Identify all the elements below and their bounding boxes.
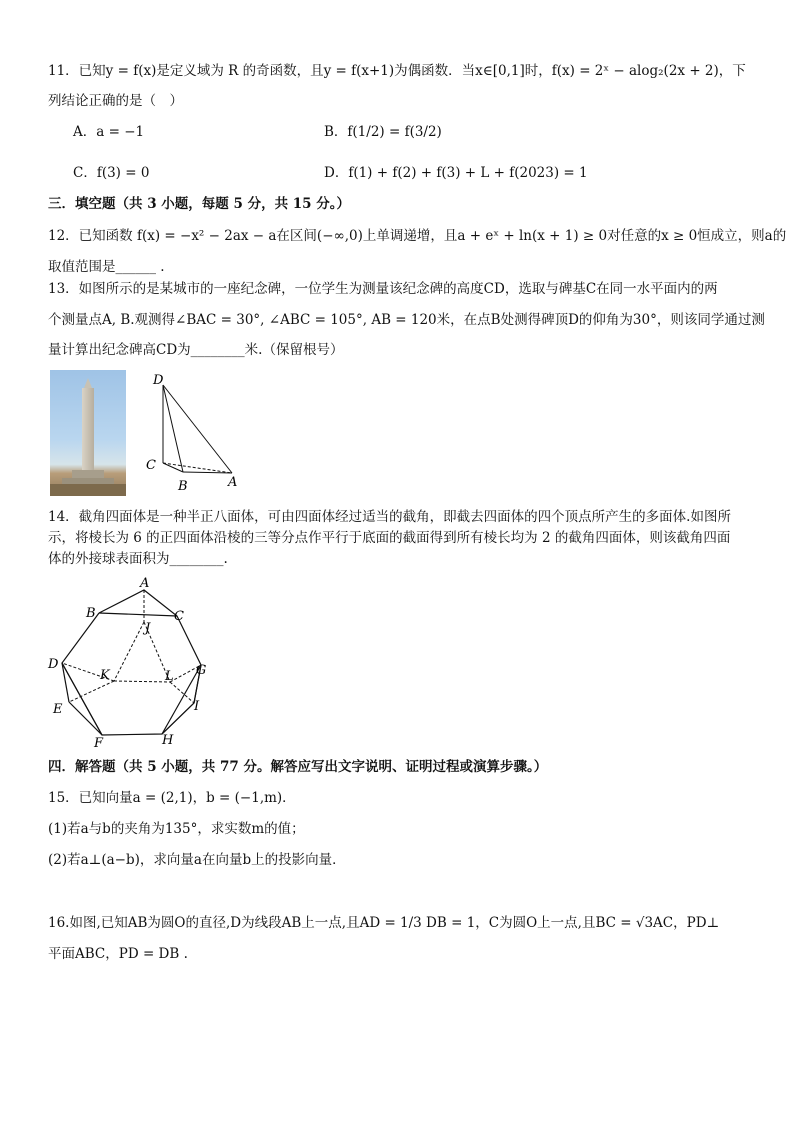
q11-option-b: B．f(1/2) = f(3/2)	[324, 124, 442, 140]
label-d: D	[48, 657, 59, 672]
label-f: F	[94, 736, 104, 750]
label-b: B	[178, 479, 188, 494]
label-g: G	[196, 663, 207, 678]
edge-ef	[69, 702, 102, 735]
edge-bc	[99, 613, 177, 616]
q13-line-3: 量计算出纪念碑高CD为________米.（保留根号）	[48, 342, 344, 358]
label-c: C	[174, 609, 184, 624]
edge-li	[170, 682, 194, 703]
label-i: I	[194, 699, 200, 714]
edge-ke	[69, 681, 114, 702]
q13-line-1: 13．如图所示的是某城市的一座纪念碑，一位学生为测量该纪念碑的高度CD，选取与碑基C在同一水平面内的两	[48, 281, 718, 297]
q11-option-a: A．a = −1	[73, 124, 145, 140]
q12-line-1: 12．已知函数 f(x) = −x² − 2ax − a在区间(−∞,0)上单调递增，且a + eˣ + ln(x + 1) ≥ 0对任意的x ≥ 0恒成立，则a的	[48, 228, 787, 244]
label-b: B	[86, 606, 96, 621]
obelisk-tip	[84, 378, 92, 388]
q11-line-2: 列结论正确的是（ ）	[48, 93, 183, 109]
edge-kl	[114, 681, 170, 682]
q11-line-1: 11．已知y = f(x)是定义域为 R 的奇函数，且y = f(x+1)为偶函数．当x∈[0,1]时，f(x) = 2ˣ − alog₂(2x + 2)，下	[48, 63, 746, 79]
label-c: C	[146, 458, 156, 473]
label-d: D	[153, 373, 164, 388]
q11-option-d: D．f(1) + f(2) + f(3) + L + f(2023) = 1	[324, 165, 588, 181]
edge-jk	[114, 622, 144, 681]
q15-line-2: (1)若a与b的夹角为135°，求实数m的值；	[48, 821, 305, 837]
q14-line-3: 体的外接球表面积为________.	[48, 551, 228, 567]
figure-13-diagram	[140, 368, 250, 496]
q12-line-2: 取值范围是______ .	[48, 259, 165, 275]
q11-option-c: C．f(3) = 0	[73, 165, 150, 181]
label-l: L	[165, 669, 174, 684]
ground	[50, 484, 126, 496]
label-k: K	[100, 668, 110, 683]
section-4-heading: 四．解答题（共 5 小题，共 77 分。解答应写出文字说明、证明过程或演算步骤。）	[48, 759, 548, 775]
obelisk-shaft	[82, 388, 94, 474]
q14-line-2: 示，将棱长为 6 的正四面体沿棱的三等分点作平行于底面的截面得到所有棱长均为 2 的截角四面体，则该截角四面	[48, 530, 731, 546]
q16-line-1: 16.如图,已知AB为圆O的直径,D为线段AB上一点,且AD = 1/3 DB = 1，C为圆O上一点,且BC = √3AC，PD⊥	[48, 915, 720, 931]
q15-line-1: 15．已知向量a = (2,1)，b = (−1,m)．	[48, 790, 296, 806]
label-a: A	[228, 475, 238, 490]
q14-line-1: 14．截角四面体是一种半正八面体，可由四面体经过适当的截角，即截去四面体的四个顶点所产生的多面体.如图所	[48, 509, 731, 525]
q15-line-3: (2)若a⊥(a−b)，求向量a在向量b上的投影向量．	[48, 852, 346, 868]
edge-ih	[162, 703, 194, 734]
label-e: E	[53, 702, 63, 717]
label-h: H	[162, 733, 174, 748]
label-a: A	[140, 576, 150, 591]
q16-line-2: 平面ABC，PD = DB .	[48, 946, 188, 962]
q13-line-2: 个测量点A, B.观测得∠BAC = 30°, ∠ABC = 105°, AB = 120米，在点B处测得碑顶D的仰角为30°，则该同学通过测	[48, 312, 765, 328]
monument-photo	[50, 370, 126, 496]
label-j: J	[145, 621, 151, 636]
section-3-heading: 三．填空题（共 3 小题，每题 5 分，共 15 分。）	[48, 196, 351, 212]
figure-14-diagram	[44, 574, 224, 750]
